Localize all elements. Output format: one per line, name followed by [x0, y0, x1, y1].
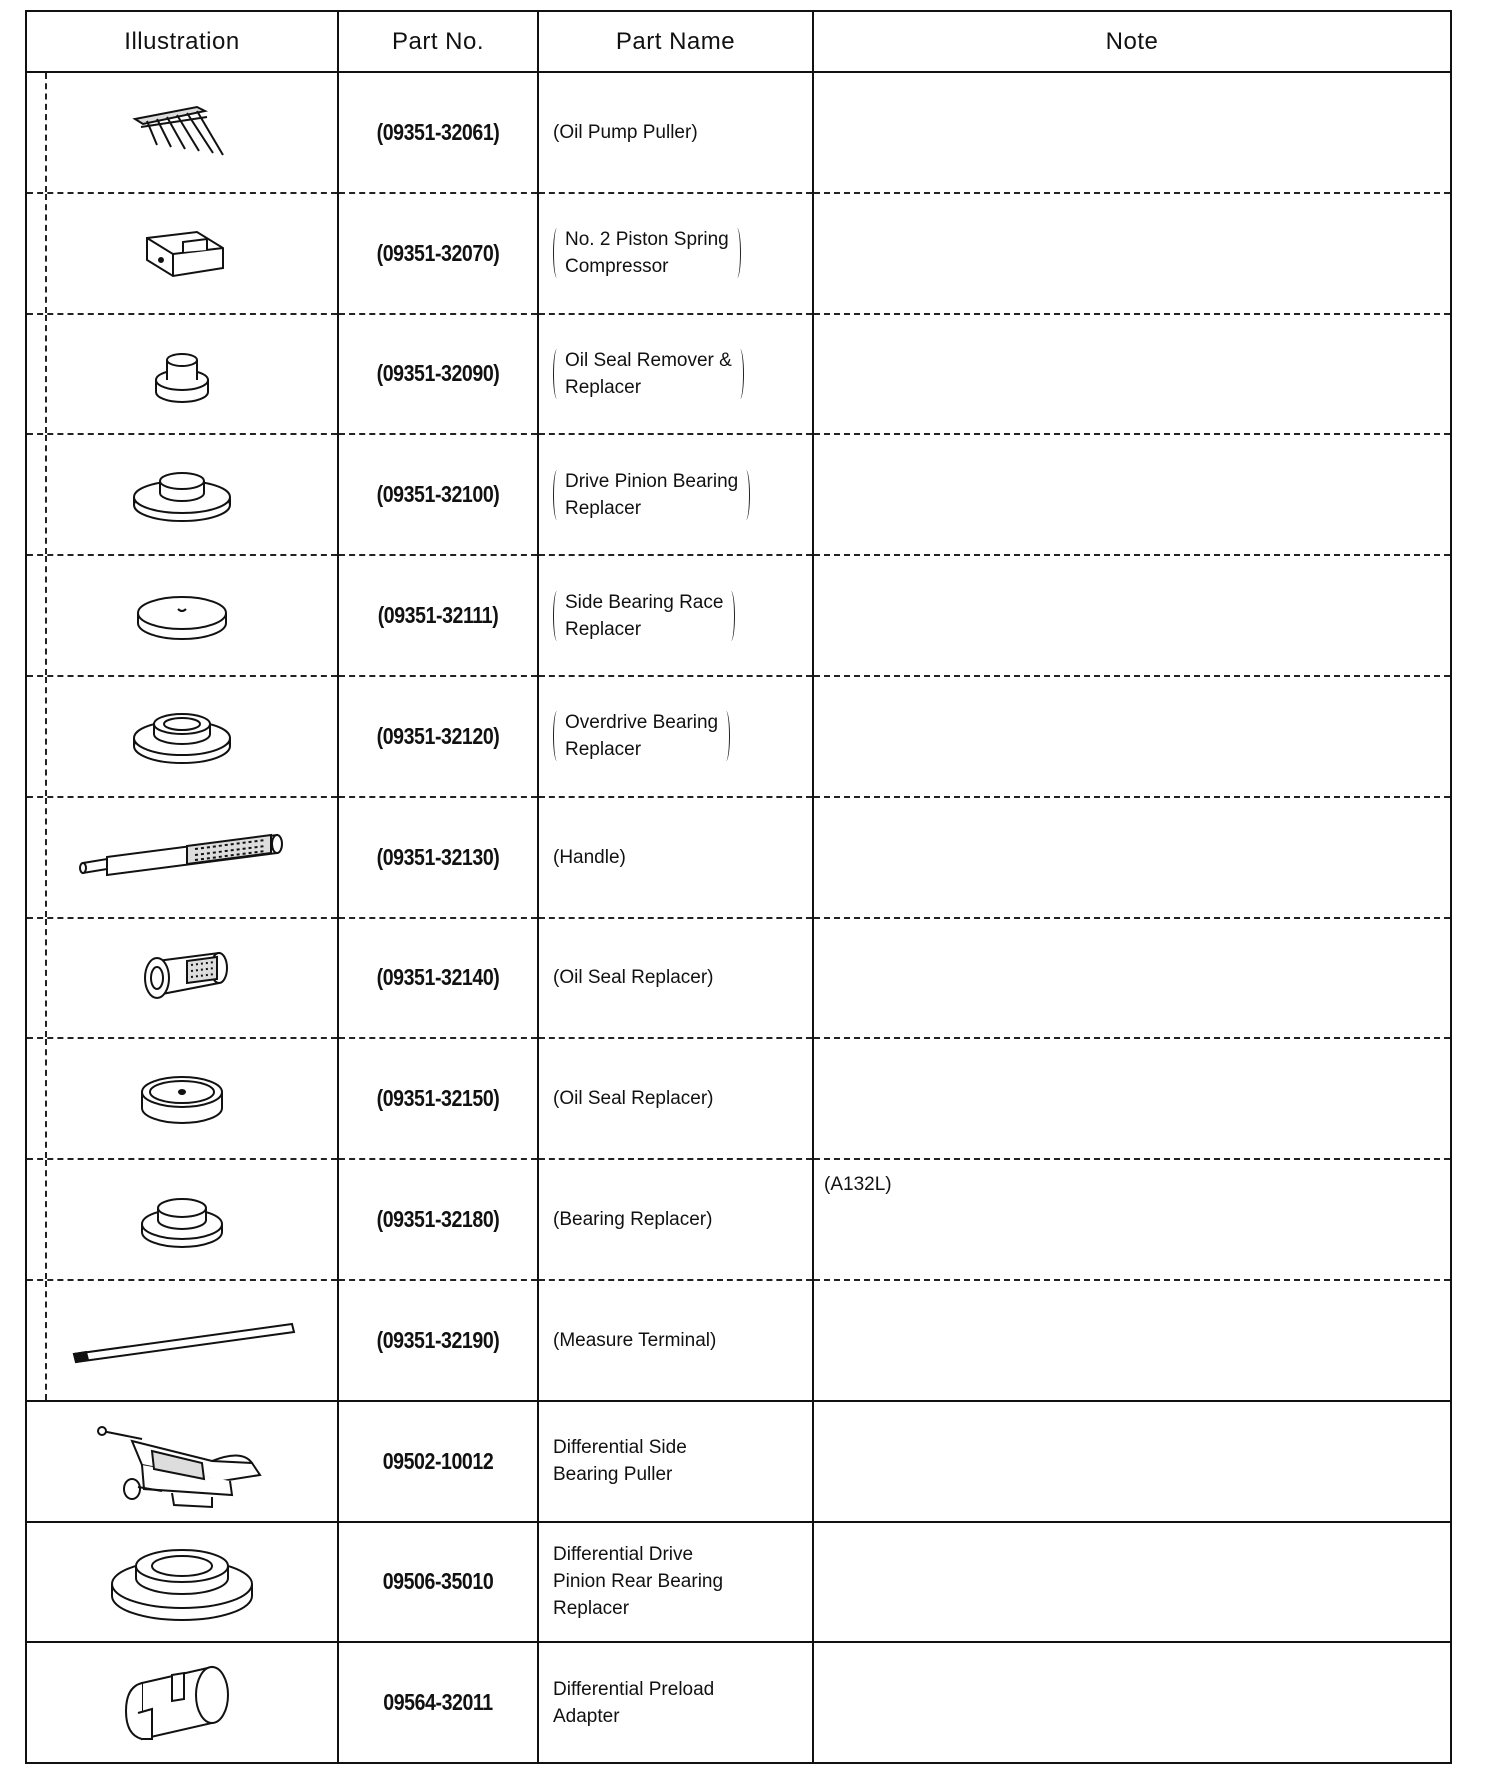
table-row [26, 1280, 1451, 1401]
header-row [26, 11, 1451, 72]
part-name-line: Replacer [565, 497, 642, 519]
part-name-line: (Handle) [553, 846, 626, 868]
illustration-cell [26, 1159, 338, 1280]
part-name-line: Bearing Puller [553, 1464, 673, 1486]
part-number: (09351-32090) [353, 314, 523, 435]
note-cell [813, 1038, 1451, 1159]
table-row [26, 676, 1451, 797]
special-tools-table [25, 10, 1452, 1764]
table-row [26, 1522, 1451, 1643]
measure-terminal-icon [62, 1310, 302, 1370]
pump-puller-icon [127, 97, 237, 167]
bearing-replacer-icon [122, 455, 242, 535]
part-name [538, 797, 813, 918]
part-number: (09351-32061) [353, 72, 523, 193]
spring-compressor-icon [127, 218, 237, 288]
table-row [26, 434, 1451, 555]
part-name [538, 1280, 813, 1401]
part-number: (09351-32130) [353, 797, 523, 918]
illustration-cell [26, 1642, 338, 1763]
note-cell [813, 434, 1451, 555]
table-row [26, 314, 1451, 435]
part-name [538, 434, 813, 555]
illustration-cell [26, 918, 338, 1039]
note-cell [813, 1642, 1451, 1763]
table-row [26, 1401, 1451, 1522]
part-name-line: Differential Preload [553, 1678, 715, 1700]
part-name-line: Pinion Rear Bearing [553, 1571, 724, 1593]
part-name-line: Differential Side [553, 1437, 687, 1459]
part-name [538, 72, 813, 193]
table-row [26, 797, 1451, 918]
table-row [26, 555, 1451, 676]
table-row [26, 193, 1451, 314]
part-name-line: Overdrive Bearing [565, 712, 719, 734]
illustration-cell [26, 1280, 338, 1401]
part-number: (09351-32120) [353, 676, 523, 797]
seal-remover-icon [127, 334, 237, 414]
part-name [538, 555, 813, 676]
part-number: 09564-32011 [353, 1642, 523, 1763]
header-part-no: Part No. [338, 11, 538, 72]
note-cell [813, 314, 1451, 435]
race-replacer-icon [122, 581, 242, 651]
part-number: (09351-32150) [353, 1038, 523, 1159]
table-row [26, 918, 1451, 1039]
part-name-line: Adapter [553, 1705, 620, 1727]
part-name [538, 918, 813, 1039]
illustration-cell [26, 1522, 338, 1643]
part-name-line: (Bearing Replacer) [553, 1209, 713, 1231]
note-cell [813, 1522, 1451, 1643]
part-name [538, 1401, 813, 1522]
header-illustration: Illustration [26, 11, 338, 72]
part-name [538, 193, 813, 314]
part-name [538, 1522, 813, 1643]
part-name-line: (Oil Pump Puller) [553, 121, 698, 143]
note-cell [813, 555, 1451, 676]
note-cell [813, 918, 1451, 1039]
table-row [26, 1642, 1451, 1763]
seal-replacer-disc-icon [127, 1064, 237, 1134]
note-cell [813, 797, 1451, 918]
part-name-line: (Measure Terminal) [553, 1329, 717, 1351]
bearing-replacer-small-icon [127, 1180, 237, 1260]
illustration-cell [26, 1038, 338, 1159]
bracket-group [553, 347, 744, 401]
illustration-cell [26, 72, 338, 193]
note-cell [813, 676, 1451, 797]
part-name-line: Compressor [565, 256, 669, 278]
part-name-line: (Oil Seal Replacer) [553, 1088, 714, 1110]
side-bearing-puller-icon [92, 1411, 272, 1511]
part-name-line: No. 2 Piston Spring [565, 229, 729, 251]
illustration-cell [26, 1401, 338, 1522]
part-name-line: Differential Drive [553, 1544, 694, 1566]
note-cell [813, 72, 1451, 193]
part-name [538, 1038, 813, 1159]
illustration-cell [26, 797, 338, 918]
note-cell: (A132L) [813, 1159, 1451, 1280]
illustration-cell [26, 193, 338, 314]
illustration-cell [26, 555, 338, 676]
part-name [538, 676, 813, 797]
bracket-group [553, 468, 750, 522]
illustration-cell [26, 676, 338, 797]
note-cell [813, 1401, 1451, 1522]
part-name-line: (Oil Seal Replacer) [553, 967, 714, 989]
seal-replacer-knurled-icon [127, 943, 237, 1013]
illustration-cell [26, 434, 338, 555]
part-name-line: Drive Pinion Bearing [565, 470, 739, 492]
part-number: (09351-32180) [353, 1159, 523, 1280]
part-number: (09351-32100) [353, 434, 523, 555]
part-number: 09502-10012 [353, 1401, 523, 1522]
bracket-group [553, 589, 735, 643]
part-name-line: Oil Seal Remover & [565, 349, 732, 371]
part-number: (09351-32070) [353, 193, 523, 314]
bracket-group [553, 709, 730, 763]
rear-bearing-replacer-icon [102, 1532, 262, 1632]
part-name-line: Replacer [565, 739, 642, 761]
part-name-line: Side Bearing Race [565, 591, 724, 613]
part-number: (09351-32111) [353, 555, 523, 676]
part-number: 09506-35010 [353, 1522, 523, 1643]
part-number: (09351-32190) [353, 1280, 523, 1401]
header-part-name: Part Name [538, 11, 813, 72]
note-cell [813, 1280, 1451, 1401]
part-name-line: Replacer [565, 618, 642, 640]
part-name-line: Replacer [565, 376, 642, 398]
illustration-cell [26, 314, 338, 435]
special-tools-sheet [25, 10, 1450, 1764]
table-row [26, 1038, 1451, 1159]
part-number: (09351-32140) [353, 918, 523, 1039]
bracket-group [553, 226, 741, 280]
handle-icon [77, 827, 287, 887]
part-name [538, 1159, 813, 1280]
part-name [538, 314, 813, 435]
overdrive-replacer-icon [122, 696, 242, 776]
note-cell [813, 193, 1451, 314]
header-note: Note [813, 11, 1451, 72]
table-row [26, 1159, 1451, 1280]
part-name [538, 1642, 813, 1763]
table-row [26, 72, 1451, 193]
part-name-line: Replacer [553, 1598, 630, 1620]
preload-adapter-icon [112, 1653, 252, 1753]
